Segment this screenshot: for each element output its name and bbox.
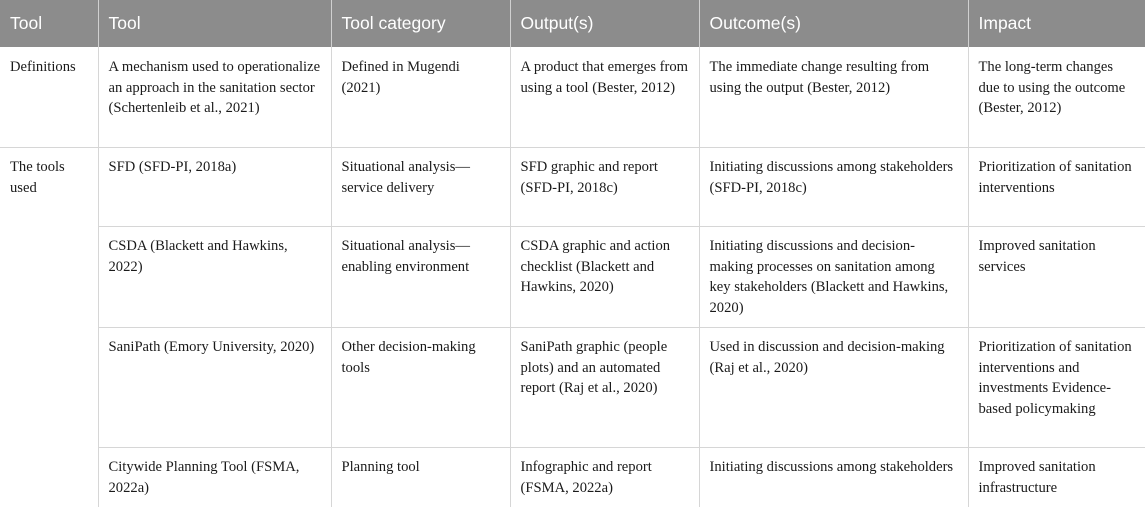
cell-outputs: SaniPath graphic (people plots) and an automated report (Raj et al., 2020) bbox=[510, 328, 699, 448]
definition-outcomes: The immediate change resulting from using the output (Bester, 2012) bbox=[699, 47, 968, 148]
definition-tool: A mechanism used to operationalize an approach in the sanitation sector (Schertenleib et al., 2021) bbox=[98, 47, 331, 148]
cell-impact: Prioritization of sanitation interventions and investments Evidence-based policymaking bbox=[968, 328, 1145, 448]
tools-used-label: The tools used bbox=[0, 148, 98, 508]
definition-category: Defined in Mugendi (2021) bbox=[331, 47, 510, 148]
table-row bbox=[0, 148, 1145, 227]
cell-outputs: SFD graphic and report (SFD-PI, 2018c) bbox=[510, 148, 699, 227]
cell-category: Planning tool bbox=[331, 448, 510, 508]
table-row bbox=[0, 227, 1145, 328]
cell-tool: CSDA (Blackett and Hawkins, 2022) bbox=[98, 227, 331, 328]
cell-impact: Prioritization of sanitation interventions bbox=[968, 148, 1145, 227]
header-row bbox=[0, 0, 1145, 47]
cell-impact: Improved sanitation services bbox=[968, 227, 1145, 328]
cell-outcomes: Initiating discussions and decision-making processes on sanitation among key stakeholders (Blackett and Hawkins, 2020) bbox=[699, 227, 968, 328]
cell-tool: SFD (SFD-PI, 2018a) bbox=[98, 148, 331, 227]
header-impact: Impact bbox=[968, 0, 1145, 47]
cell-tool: Citywide Planning Tool (FSMA, 2022a) bbox=[98, 448, 331, 508]
definitions-row bbox=[0, 47, 1145, 148]
definition-impact: The long-term changes due to using the outcome (Bester, 2012) bbox=[968, 47, 1145, 148]
definition-outputs: A product that emerges from using a tool (Bester, 2012) bbox=[510, 47, 699, 148]
cell-impact: Improved sanitation infrastructure bbox=[978, 459, 1096, 496]
table-header bbox=[0, 0, 1145, 47]
header-outcomes: Outcome(s) bbox=[699, 0, 968, 47]
table-row bbox=[0, 448, 1145, 508]
cell-category: Situational analysis—enabling environment bbox=[331, 227, 510, 328]
cell-category: Other decision-making tools bbox=[331, 328, 510, 448]
header-tool-group: Tool bbox=[0, 0, 98, 47]
cell-outcomes: Used in discussion and decision-making (Raj et al., 2020) bbox=[699, 328, 968, 448]
cell-tool: SaniPath (Emory University, 2020) bbox=[98, 328, 331, 448]
table-body bbox=[0, 47, 1145, 507]
header-tool-category: Tool category bbox=[331, 0, 510, 47]
header-outputs: Output(s) bbox=[510, 0, 699, 47]
cell-outcomes: Initiating discussions among stakeholders (SFD-PI, 2018c) bbox=[699, 148, 968, 227]
table-row bbox=[0, 328, 1145, 448]
header-tool: Tool bbox=[98, 0, 331, 47]
cell-outcomes: Initiating discussions among stakeholders bbox=[699, 448, 968, 508]
cell-outputs: CSDA graphic and action checklist (Blackett and Hawkins, 2020) bbox=[510, 227, 699, 328]
cell-category: Situational analysis—service delivery bbox=[331, 148, 510, 227]
cell-outputs: Infographic and report (FSMA, 2022a) bbox=[510, 448, 699, 508]
definitions-label: Definitions bbox=[0, 47, 98, 148]
